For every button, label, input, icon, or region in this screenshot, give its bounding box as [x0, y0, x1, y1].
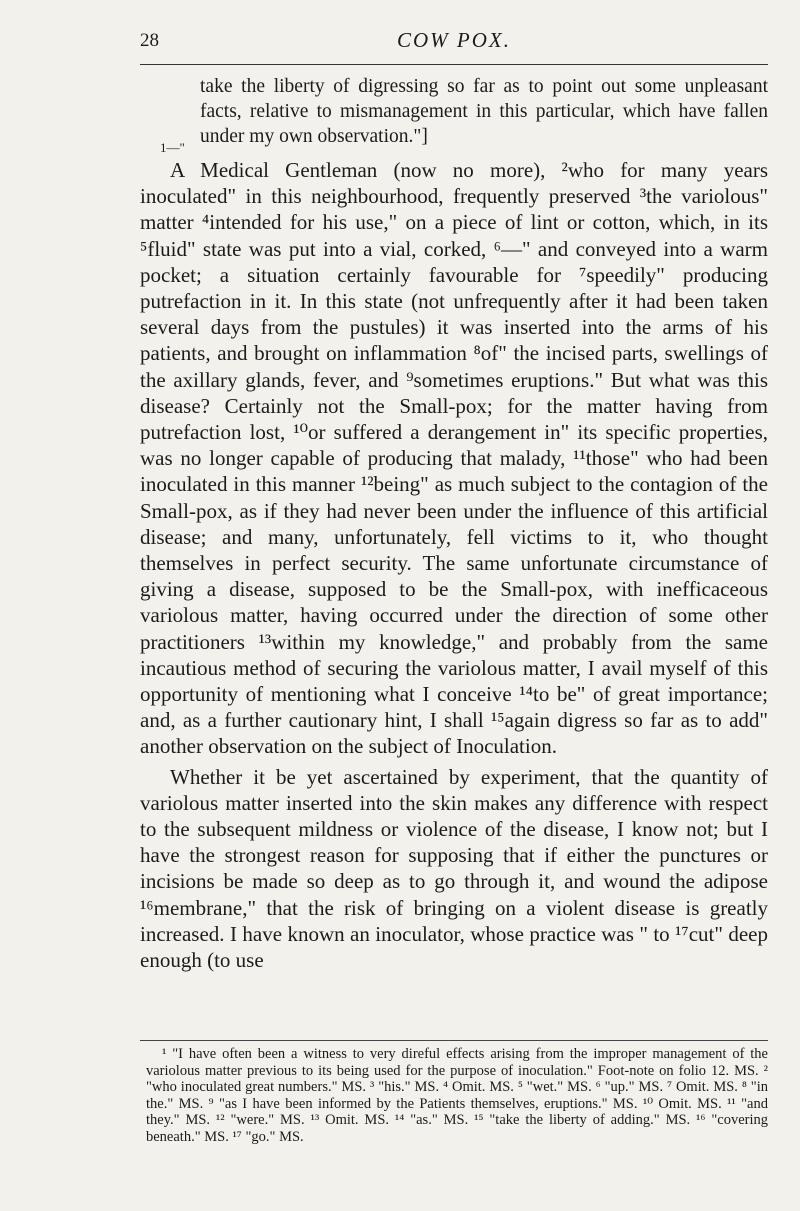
paragraph: A Medical Gentleman (now no more), ²who for many years inoculated" in this neighbourhood, frequently preserved ³the variolous" matter ⁴intended for his use," on a piece of lint or cotton, which, in its ⁵fluid" state was put into a vial, corked, ⁶—" and conveyed into a warm pocket; a situation certainly favourable for ⁷speedily" producing putrefaction in it. In this state (not unfrequently after it had been taken several days from the pustules) it was inserted into the arms of his patients, and brought on inflammation ⁸of" the incised parts, swellings of the axillary glands, fever, and ⁹sometimes eruptions." But what was this disease? Certainly not the Small-pox; for the matter having from putrefaction lost, ¹⁰or suffered a derangement in" its specific properties, was no longer capable of producing that malady, ¹¹those" who had been inoculated in this manner ¹²being" as much subject to the contagion of the Small-pox, as if they had never been under the influence of this artificial disease; and many, unfortunately, fell victims to it, who thought themselves in perfect security. The same unfortunate circumstance of giving a disease, supposed to be the Small-pox, with inefficaceous variolous matter, having occurred under the direction of some other practitioners ¹³within my knowledge," and probably from the same incautious method of securing the variolous matter, I avail myself of this opportunity of mentioning what I conceive ¹⁴to be" of great importance; and, as a further cautionary hint, I shall ¹⁵again digress so far as to add" another observation on the subject of Inoculation.	[140, 158, 768, 759]
page-number: 28	[140, 30, 159, 51]
paragraph: Whether it be yet ascertained by experiment, that the quantity of variolous matter inserted into the skin makes any difference with respect to the subsequent mildness or violence of the disease, I know not; but I have the strongest reason for supposing that if either the punctures or incisions be made so deep as to go through it, and wound the adipose ¹⁶membrane," that the risk of bringing on a violent disease is greatly increased. I have known an inoculator, whose practice was " to ¹⁷cut" deep enough (to use	[140, 764, 768, 973]
footnote-text: ¹ "I have often been a witness to very direful effects arising from the improper management of the variolous matter previous to its being used for the purpose of inoculation." Foot-note on folio 12. MS. ² "who inoculated great numbers." MS. ³ "his." MS. ⁴ Omit. MS. ⁵ "wet." MS. ⁶ "up." MS. ⁷ Omit. MS. ⁸ "in the." MS. ⁹ "as I have been informed by the Patients themselves, eruptions." MS. ¹⁰ Omit. MS. ¹¹ "and they." MS. ¹² "were." MS. ¹³ Omit. MS. ¹⁴ "as." MS. ¹⁵ "take the liberty of adding." MS. ¹⁶ "covering beneath." MS. ¹⁷ "go." MS.	[146, 1046, 768, 1145]
quoted-passage: take the liberty of digressing so far as to point out some unpleasant facts, relative to mismanagement in this particular, which have fallen under my own observation."]	[200, 76, 768, 147]
footnote-rule	[140, 1040, 768, 1041]
running-title: COW POX.	[397, 28, 511, 52]
page-header	[140, 26, 768, 56]
footnotes	[146, 1046, 768, 1146]
body-text	[140, 157, 768, 973]
header-rule	[140, 64, 768, 65]
footnote-marker: 1—"	[160, 140, 185, 155]
